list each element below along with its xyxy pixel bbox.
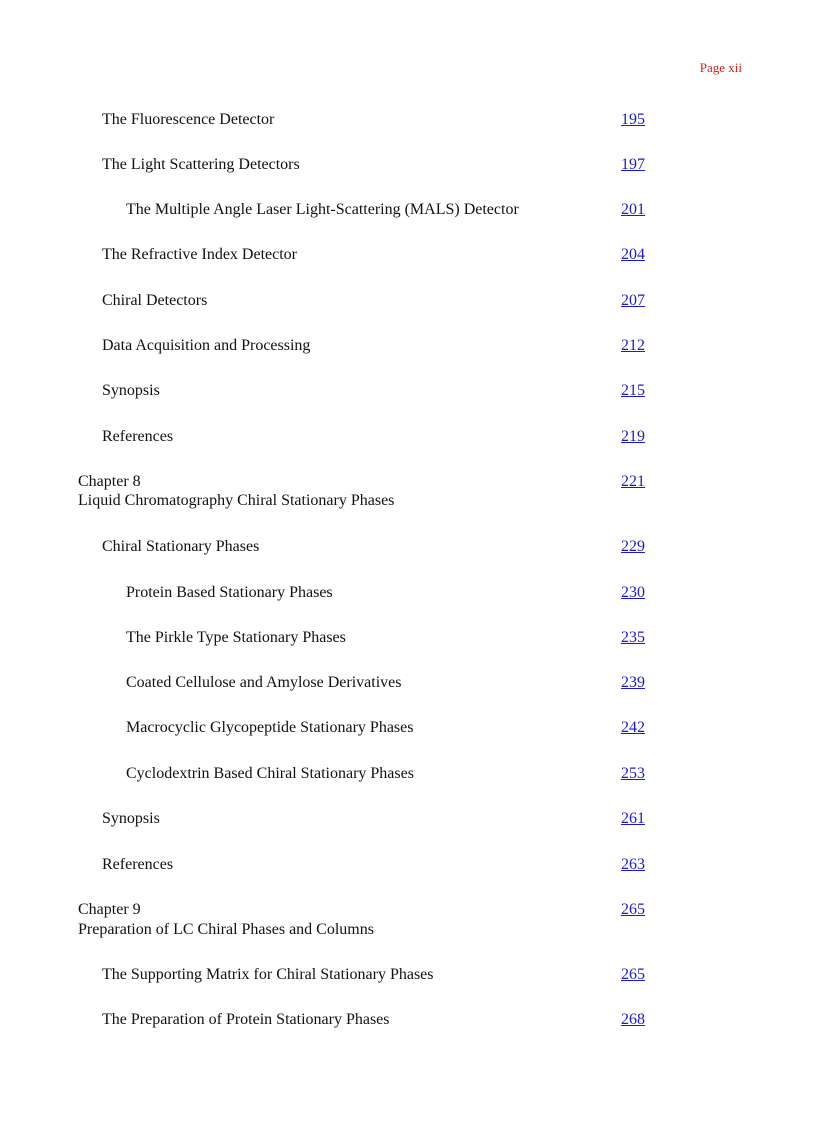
chapter-title: Preparation of LC Chiral Phases and Columns <box>78 921 374 938</box>
toc-page-link[interactable]: 265 <box>621 966 645 983</box>
toc-entry-title: Chiral Detectors <box>102 292 208 309</box>
toc-page-link[interactable]: 261 <box>621 810 645 827</box>
toc-entry-title: Chiral Stationary Phases <box>102 538 260 555</box>
toc-page-link[interactable]: 197 <box>621 156 645 173</box>
toc-entry-title: Synopsis <box>102 382 160 399</box>
toc-page-link[interactable]: 239 <box>621 674 645 691</box>
toc-page-link[interactable]: 235 <box>621 629 645 646</box>
chapter-number: Chapter 8 <box>78 473 141 490</box>
toc-entry-title: References <box>102 856 174 873</box>
toc-entry-title: Cyclodextrin Based Chiral Stationary Phases <box>126 765 414 782</box>
toc-entry-title: The Pirkle Type Stationary Phases <box>126 629 346 646</box>
toc-page-link[interactable]: 195 <box>621 111 645 128</box>
toc-page-link[interactable]: 263 <box>621 856 645 873</box>
toc-page-link[interactable]: 242 <box>621 719 645 736</box>
toc-entry-title: Synopsis <box>102 810 160 827</box>
chapter-title: Liquid Chromatography Chiral Stationary Phases <box>78 492 395 509</box>
toc-page-link[interactable]: 215 <box>621 382 645 399</box>
toc-entry-title: The Multiple Angle Laser Light-Scattering (MALS) Detector <box>126 201 519 218</box>
toc-entry-title: The Supporting Matrix for Chiral Stationary Phases <box>102 966 434 983</box>
toc-entry-title: The Preparation of Protein Stationary Phases <box>102 1011 390 1028</box>
toc-page-link[interactable]: 212 <box>621 337 645 354</box>
toc-entry-title: The Light Scattering Detectors <box>102 156 300 173</box>
toc-entry-title: The Refractive Index Detector <box>102 246 298 263</box>
toc-entry-title: Macrocyclic Glycopeptide Stationary Phases <box>126 719 414 736</box>
toc-entry-title: Coated Cellulose and Amylose Derivatives <box>126 674 402 691</box>
toc-page-link[interactable]: 265 <box>621 901 645 918</box>
toc-page-link[interactable]: 221 <box>621 473 645 490</box>
toc-page-link[interactable]: 207 <box>621 292 645 309</box>
toc-page-link[interactable]: 219 <box>621 428 645 445</box>
toc-page-link[interactable]: 230 <box>621 584 645 601</box>
page-number: Page xii <box>699 60 742 75</box>
toc-entry-title: Data Acquisition and Processing <box>102 337 311 354</box>
toc-page-link[interactable]: 229 <box>621 538 645 555</box>
toc-page-link[interactable]: 268 <box>621 1011 645 1028</box>
toc-entry-title: References <box>102 428 174 445</box>
toc-entry-title: Protein Based Stationary Phases <box>126 584 333 601</box>
toc-page-link[interactable]: 253 <box>621 765 645 782</box>
chapter-number: Chapter 9 <box>78 901 141 918</box>
toc-entry-title: The Fluorescence Detector <box>102 111 275 128</box>
toc-page-link[interactable]: 201 <box>621 201 645 218</box>
toc-page-link[interactable]: 204 <box>621 246 645 263</box>
